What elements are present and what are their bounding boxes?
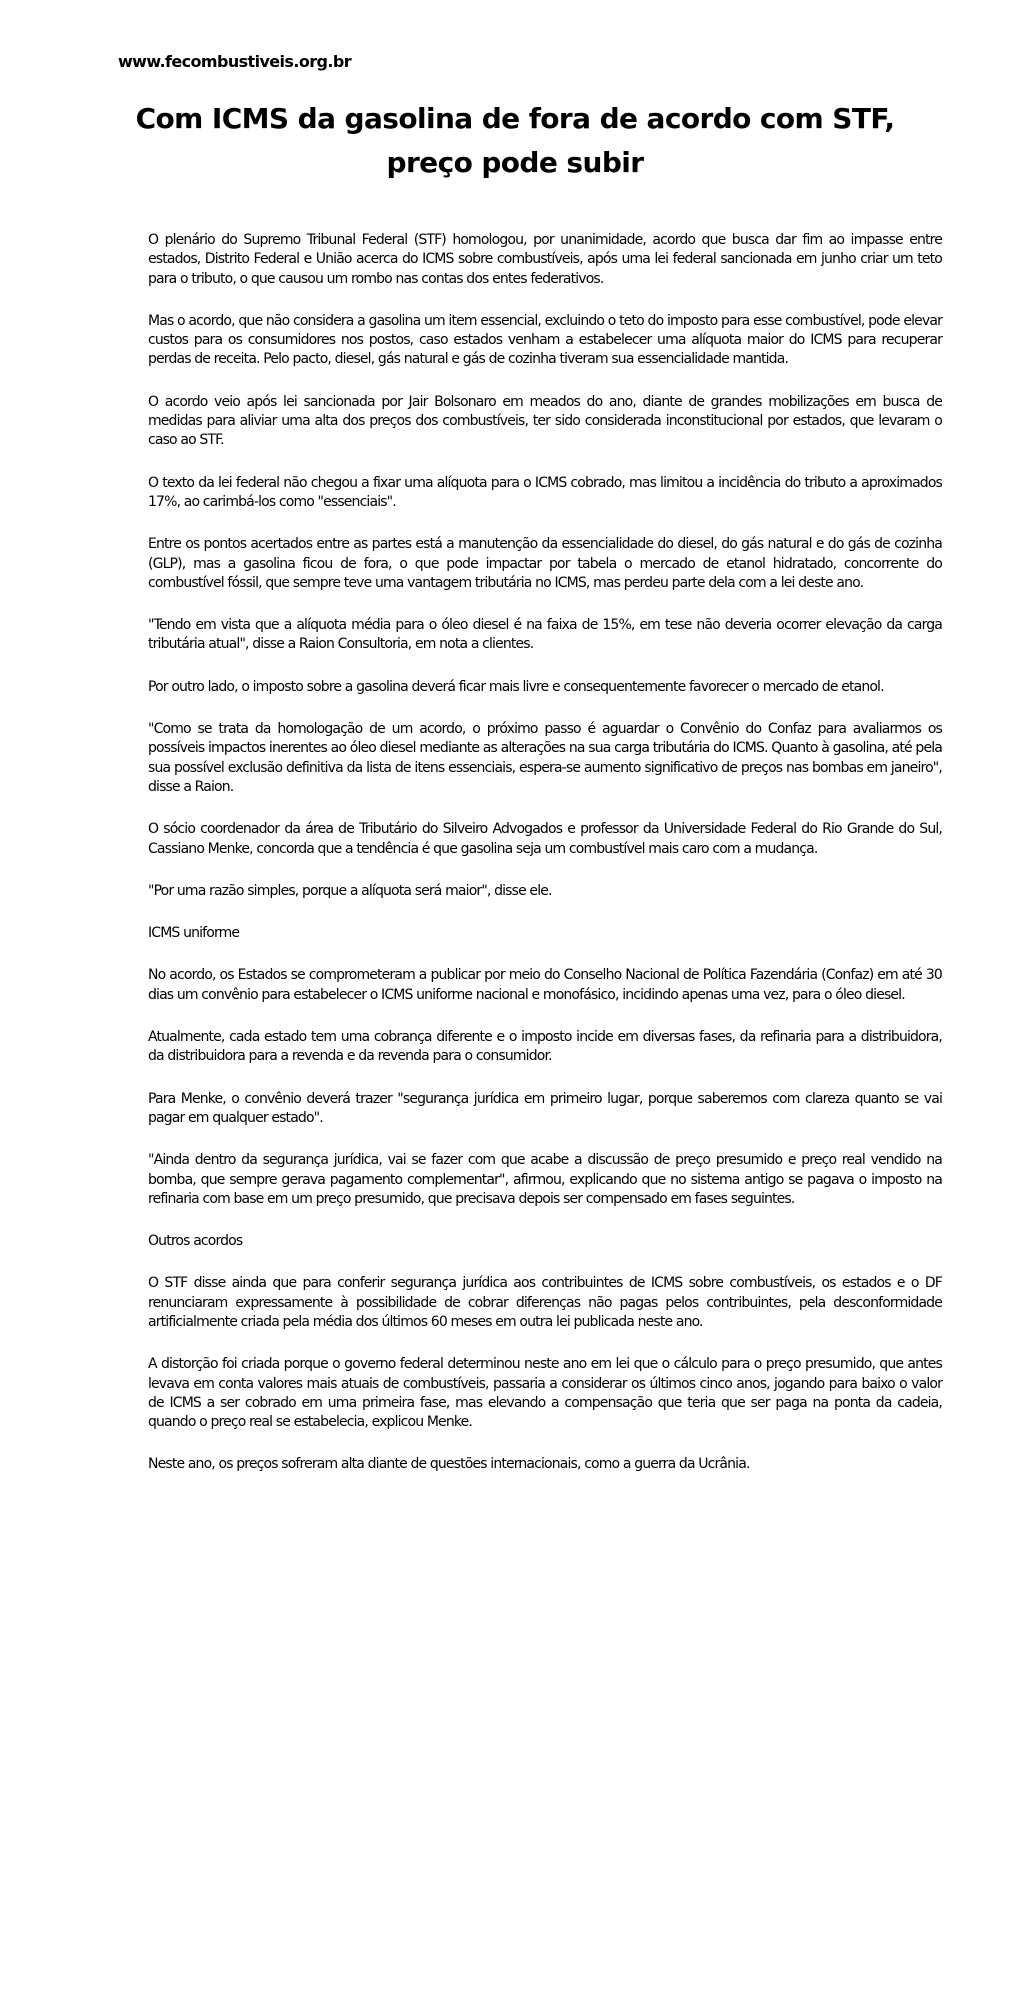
paragraph: "Tendo em vista que a alíquota média para o óleo diesel é na faixa de 15%, em tese não deveria ocorrer elevação da carga tributária atual", disse a Raion Consultoria, em nota a clientes. (148, 617, 942, 653)
paragraph: Para Menke, o convênio deverá trazer "segurança jurídica em primeiro lugar, porque saberemos com clareza quanto se vai pagar em qualquer estado". (148, 1090, 942, 1126)
article-body (148, 231, 942, 1498)
paragraph: O sócio coordenador da área de Tributário do Silveiro Advogados e professor da Universidade Federal do Rio Grande do Sul, Cassiano Menke, concorda que a tendência é que gasolina seja um combustível mais caro com a mudança. (148, 821, 942, 857)
section-heading-icms-uniforme: ICMS uniforme (148, 925, 240, 942)
site-url: www.fecombustiveis.org.br (118, 52, 351, 71)
paragraph: Neste ano, os preços sofreram alta diante de questões internacionais, como a guerra da Ucrânia. (148, 1456, 750, 1473)
paragraph: "Como se trata da homologação de um acordo, o próximo passo é aguardar o Convênio do Confaz para avaliarmos os possíveis impactos inerentes ao óleo diesel mediante as alterações na sua carga tributária do ICMS. Quanto à gasolina, até pela sua possível exclusão definitiva da lista de itens essenciais, espera-se aumento significativo de preços nas bombas em janeiro", disse a Raion. (148, 721, 942, 795)
paragraph: "Ainda dentro da segurança jurídica, vai se fazer com que acabe a discussão de preço presumido e preço real vendido na bomba, que sempre gerava pagamento complementar", afirmou, explicando que no sistema antigo se pagava o imposto na refinaria com base em um preço presumido, que precisava depois ser compensado em fases seguintes. (148, 1152, 942, 1207)
article-title: Com ICMS da gasolina de fora de acordo com STF, preço pode subir (135, 102, 895, 179)
paragraph: O texto da lei federal não chegou a fixar uma alíquota para o ICMS cobrado, mas limitou a incidência do tributo a aproximados 17%, ao carimbá-los como "essenciais". (148, 474, 942, 510)
paragraph: O acordo veio após lei sancionada por Jair Bolsonaro em meados do ano, diante de grandes mobilizações em busca de medidas para aliviar uma alta dos preços dos combustíveis, ter sido considerada inconstitucional por estados, que levaram o caso ao STF. (148, 393, 942, 449)
paragraph: No acordo, os Estados se comprometeram a publicar por meio do Conselho Nacional de Política Fazendária (Confaz) em até 30 dias um convênio para estabelecer o ICMS uniforme nacional e monofásico, incidindo apenas uma vez, para o óleo diesel. (148, 967, 942, 1003)
paragraph: O STF disse ainda que para conferir segurança jurídica aos contribuintes de ICMS sobre combustíveis, os estados e o DF renunciaram expressamente à possibilidade de cobrar diferenças não pagas pelos contribuintes, pela desconformidade artificialmente criada pela média dos últimos 60 meses em outra lei publicada neste ano. (148, 1275, 942, 1330)
paragraph: Atualmente, cada estado tem uma cobrança diferente e o imposto incide em diversas fases, da refinaria para a distribuidora, da distribuidora para a revenda e da revenda para o consumidor. (148, 1029, 942, 1065)
paragraph: Mas o acordo, que não considera a gasolina um item essencial, excluindo o teto do imposto para esse combustível, pode elevar custos para os consumidores nos postos, caso estados venham a estabelecer uma alíquota maior do ICMS para recuperar perdas de receita. Pelo pacto, diesel, gás natural e gás de cozinha tiveram sua essencialidade mantida. (148, 312, 942, 368)
paragraph: "Por uma razão simples, porque a alíquota será maior", disse ele. (148, 882, 552, 899)
paragraph: Entre os pontos acertados entre as partes está a manutenção da essencialidade do diesel, do gás natural e do gás de cozinha (GLP), mas a gasolina ficou de fora, o que pode impactar por tabela o mercado de etanol hidratado, concorrente do combustível fóssil, que sempre teve uma vantagem tributária no ICMS, mas perdeu parte dela com a lei deste ano. (148, 536, 942, 591)
paragraph: O plenário do Supremo Tribunal Federal (STF) homologou, por unanimidade, acordo que busca dar fim ao impasse entre estados, Distrito Federal e União acerca do ICMS sobre combustíveis, após uma lei federal sancionada em junho criar um teto para o tributo, o que causou um rombo nas contas dos entes federativos. (148, 232, 942, 287)
paragraph: A distorção foi criada porque o governo federal determinou neste ano em lei que o cálculo para o preço presumido, que antes levava em conta valores mais atuais de combustíveis, passaria a considerar os últimos cinco anos, jogando para baixo o valor de ICMS a ser cobrado em uma primeira fase, mas elevando a compensação que teria que ser paga na ponta da cadeia, quando o preço real se estabelecia, explicou Menke. (148, 1356, 942, 1431)
paragraph: Por outro lado, o imposto sobre a gasolina deverá ficar mais livre e consequentemente favorecer o mercado de etanol. (148, 678, 884, 695)
section-heading-outros-acordos: Outros acordos (148, 1233, 243, 1250)
